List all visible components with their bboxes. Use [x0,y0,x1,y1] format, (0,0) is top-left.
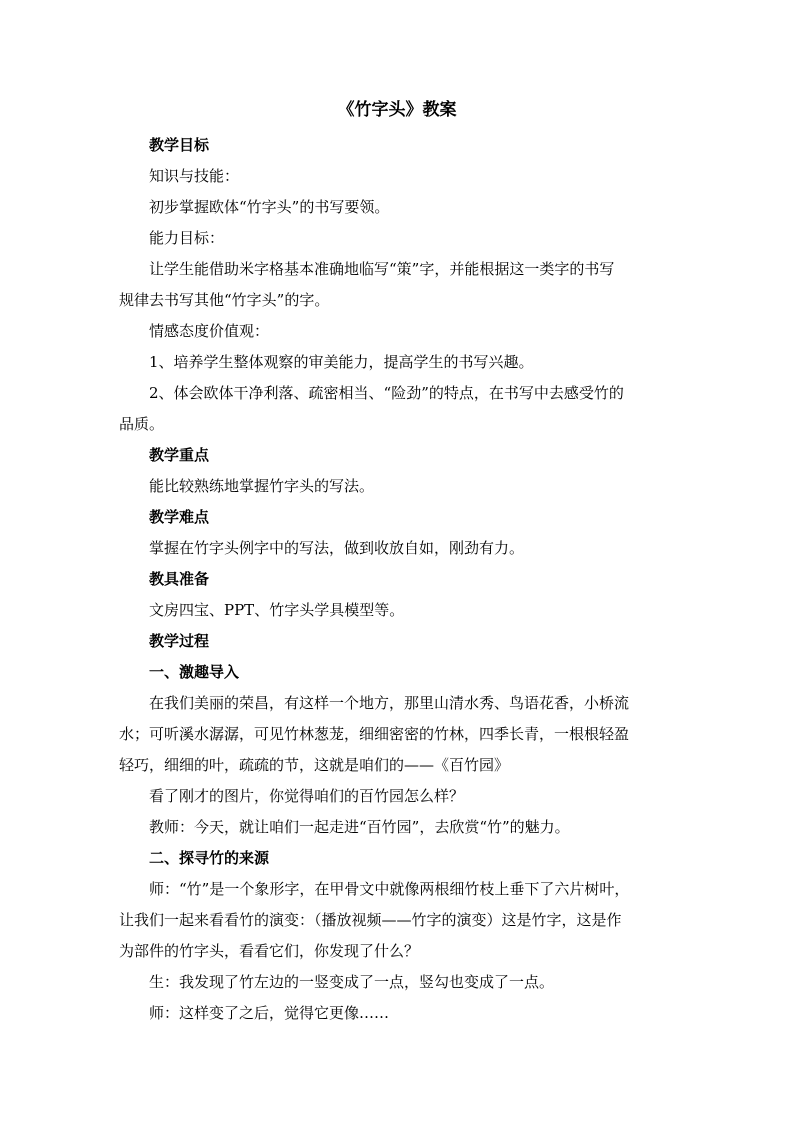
section-heading: 一、激趣导入 [149,663,240,681]
section-heading: 教学难点 [149,508,210,526]
text-line: 师：“竹”是一个象形字，在甲骨文中就像两根细竹枝上垂下了六片树叶， [149,880,630,898]
text-line: 1、培养学生整体观察的审美能力，提高学生的书写兴趣。 [149,353,534,371]
text-line: 让我们一起来看看竹的演变：（播放视频——竹字的演变）这是竹字，这是作 [119,911,622,929]
text-line: 初步掌握欧体“竹字头”的书写要领。 [149,198,390,216]
section-heading: 二、探寻竹的来源 [149,849,270,867]
text-line: 知识与技能： [149,167,240,185]
section-heading: 教具准备 [149,570,210,588]
document-body [119,130,679,1029]
section-heading: 教学目标 [149,136,210,154]
text-line: 掌握在竹字头例字中的写法，做到收放自如，刚劲有力。 [149,539,525,557]
text-line: 水；可听溪水潺潺，可见竹林葱茏，细细密密的竹林，四季长青，一根根轻盈 [119,725,630,743]
text-line: 规律去书写其他“竹字头”的字。 [119,291,330,309]
text-line: 看了刚才的图片，你觉得咱们的百竹园怎么样？ [149,787,465,805]
text-line: 师：这样变了之后，觉得它更像…… [149,1004,390,1022]
text-line: 能比较熟练地掌握竹字头的写法。 [149,477,375,495]
text-line: 轻巧，细细的叶，疏疏的节，这就是咱们的——《百竹园》 [119,756,510,774]
text-line: 为部件的竹字头，看看它们，你发现了什么？ [119,942,420,960]
text-line: 品质。 [119,415,165,433]
text-line: 情感态度价值观： [149,322,270,340]
text-line: 2、体会欧体干净利落、疏密相当、“险劲”的特点，在书写中去感受竹的 [149,384,624,402]
text-line: 文房四宝、PPT、竹字头学具模型等。 [149,601,405,619]
text-line: 教师：今天，就让咱们一起走进“百竹园”，去欣赏“竹”的魅力。 [149,818,570,836]
document-title: 《竹字头》教案 [337,100,457,120]
text-line: 在我们美丽的荣昌，有这样一个地方，那里山清水秀、鸟语花香，小桥流 [149,694,630,712]
text-line: 生：我发现了竹左边的一竖变成了一点，竖勾也变成了一点。 [149,973,555,991]
text-line: 让学生能借助米字格基本准确地临写“策”字，并能根据这一类字的书写 [149,260,615,278]
section-heading: 教学重点 [149,446,210,464]
text-line: 能力目标： [149,229,225,247]
section-heading: 教学过程 [149,632,210,650]
